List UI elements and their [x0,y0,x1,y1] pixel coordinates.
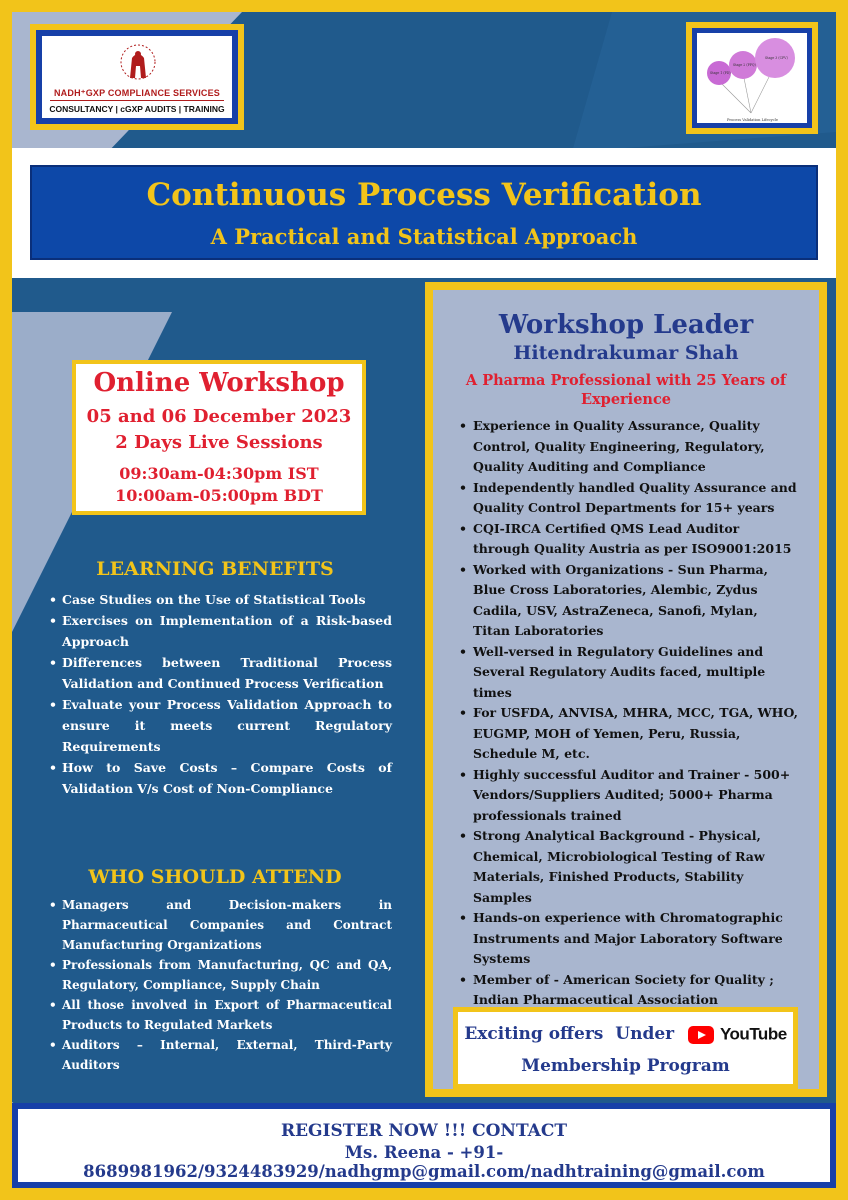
youtube-wordmark: YouTube [719,1024,787,1044]
youtube-logo[interactable] [688,1024,787,1045]
lifecycle-stage3: Stage 3 (CPV) [765,56,788,60]
who-should-attend-heading: WHO SHOULD ATTEND [88,866,342,888]
list-item: • Auditors – Internal, External, Third-Party Auditors [62,1035,392,1075]
list-item: • Member of - American Society for Quality ; Indian Pharmaceutical Association [473,970,799,1011]
page-subtitle: A Practical and Statistical Approach [210,224,638,249]
learning-benefits-list [62,589,392,799]
leader-credentials-list [473,416,799,1011]
who-should-attend-list [62,895,392,1075]
list-item: • Exercises on Implementation of a Risk-based Approach [62,610,392,652]
list-item: • For USFDA, ANVISA, MHRA, MCC, TGA, WHO, EUGMP, MOH of Yemen, Peru, Russia, Schedule M, etc. [473,703,799,765]
youtube-play-icon [688,1026,714,1044]
lifecycle-caption: Process Validation Lifecycle [727,118,778,122]
workshop-time-bdt: 10:00am-05:00pm BDT [115,486,323,505]
company-logo [30,24,244,130]
learning-benefits-heading: LEARNING BENEFITS [96,558,334,580]
leader-heading: Workshop Leader [498,310,754,340]
list-item: • Highly successful Auditor and Trainer - 500+ Vendors/Suppliers Audited; 5000+ Pharma professionals trained [473,765,799,827]
logo-emblem-icon [118,42,158,86]
workshop-time-ist: 09:30am-04:30pm IST [119,464,319,483]
leader-name: Hitendrakumar Shah [513,342,739,364]
list-item: • Managers and Decision-makers in Pharmaceutical Companies and Contract Manufacturing Organizations [62,895,392,955]
lifecycle-bubbles-icon [697,33,807,123]
list-item: • Case Studies on the Use of Statistical Tools [62,589,392,610]
list-item: • Differences between Traditional Process Validation and Continued Process Verification [62,652,392,694]
workshop-days: 2 Days Live Sessions [115,432,323,453]
workshop-leader-panel [425,282,827,1097]
logo-tagline: CONSULTANCY | cGXP AUDITS | TRAINING [49,104,225,114]
workshop-title: Online Workshop [93,368,345,398]
list-item: • All those involved in Export of Pharmaceutical Products to Regulated Markets [62,995,392,1035]
workshop-dates: 05 and 06 December 2023 [86,406,352,427]
lifecycle-graphic [686,22,818,134]
membership-program-text: Membership Program [521,1056,730,1076]
lifecycle-stage1: Stage 1 (PD) [710,71,731,75]
title-banner [30,165,818,260]
page-title: Continuous Process Verification [146,177,702,213]
register-title: REGISTER NOW !!! CONTACT [280,1121,568,1141]
list-item: • Well-versed in Regulatory Guidelines and Several Regulatory Audits faced, multiple times [473,642,799,704]
offer-text: Exciting offers [464,1024,604,1044]
online-workshop-box [72,360,366,515]
list-item: • CQI-IRCA Certified QMS Lead Auditor through Quality Austria as per ISO9001:2015 [473,519,799,560]
offer-line [458,1024,793,1045]
list-item: • Professionals from Manufacturing, QC and QA, Regulatory, Compliance, Supply Chain [62,955,392,995]
membership-offer-box[interactable] [453,1007,798,1089]
list-item: • Hands-on experience with Chromatographic Instruments and Major Laboratory Software Systems [473,908,799,970]
list-item: • Worked with Organizations - Sun Pharma, Blue Cross Laboratories, Alembic, Zydus Cadila, USV, AstraZeneca, Sanofi, Mylan, Titan Laboratories [473,560,799,642]
register-contact[interactable]: Ms. Reena - +91-8689981962/9324483929/nadhgmp@gmail.com/nadhtraining@gmail.com [83,1143,765,1181]
lifecycle-stage2: Stage 2 (PPQ) [733,63,756,67]
register-footer [12,1103,836,1188]
list-item: • Experience in Quality Assurance, Quality Control, Quality Engineering, Regulatory, Quality Auditing and Compliance [473,416,799,478]
logo-divider [50,100,224,101]
list-item: • Independently handled Quality Assurance and Quality Control Departments for 15+ years [473,478,799,519]
list-item: • How to Save Costs – Compare Costs of Validation V/s Cost of Non-Compliance [62,757,392,799]
leader-experience: A Pharma Professional with 25 Years of Experience [465,372,787,408]
list-item: • Strong Analytical Background - Physical, Chemical, Microbiological Testing of Raw Materials, Finished Products, Stability Samples [473,826,799,908]
list-item: • Evaluate your Process Validation Approach to ensure it meets current Regulatory Requirements [62,694,392,757]
offer-under: Under [615,1024,675,1044]
logo-company-name: NADH⁺GXP COMPLIANCE SERVICES [53,88,221,98]
